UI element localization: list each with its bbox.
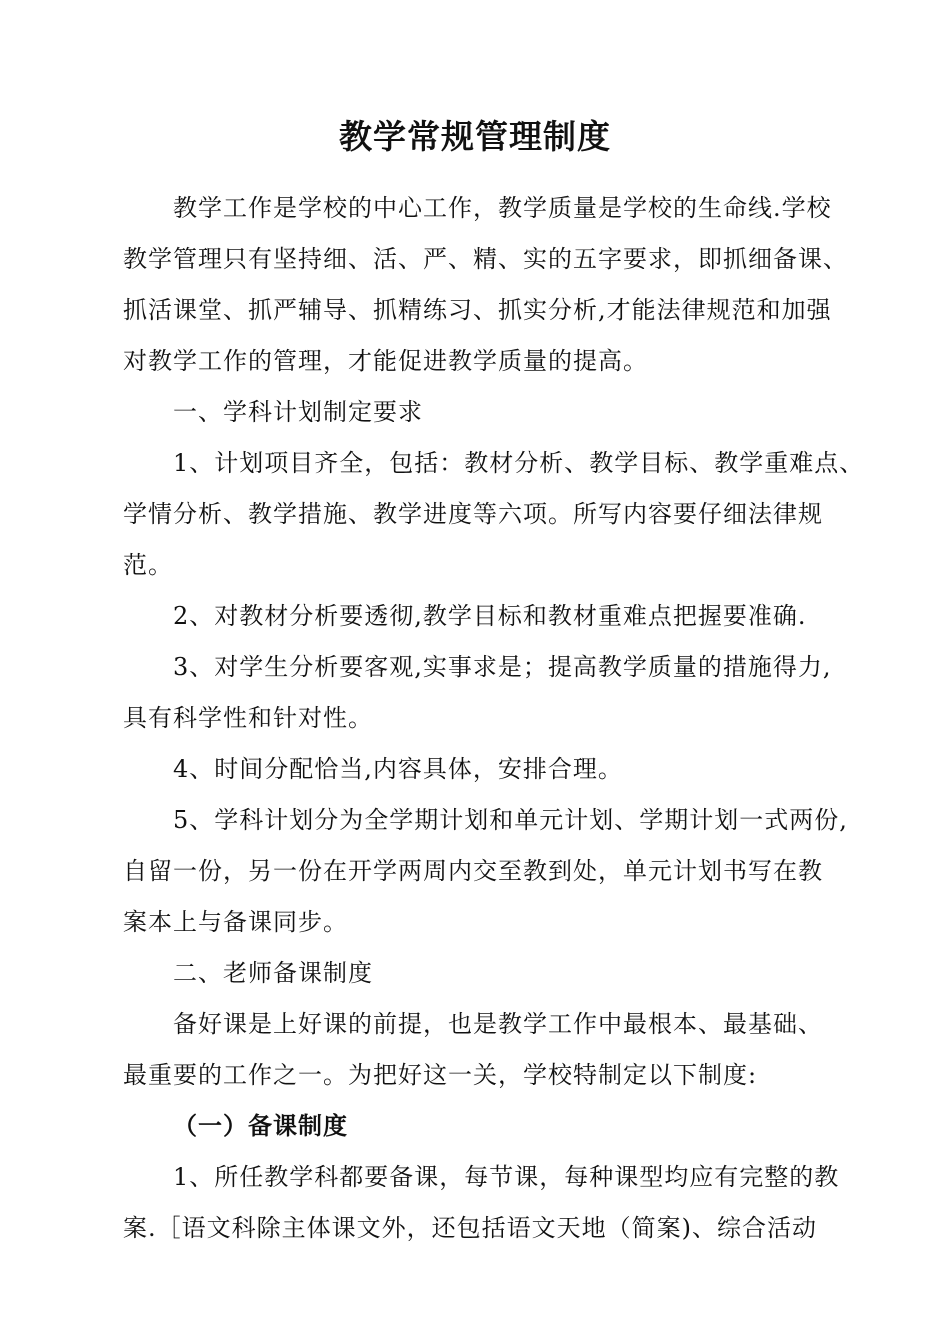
paragraph-line: 对教学工作的管理，才能促进教学质量的提高。 bbox=[123, 347, 648, 375]
paragraph-line: 3、对学生分析要客观,实事求是；提高教学质量的措施得力, bbox=[173, 653, 832, 681]
paragraph-line: 具有科学性和针对性。 bbox=[123, 704, 373, 732]
paragraph-line: 案.［语文科除主体课文外，还包括语文天地（简案)、综合活动 bbox=[123, 1214, 817, 1242]
paragraph-line: 1、所任教学科都要备课，每节课，每种课型均应有完整的教 bbox=[173, 1163, 840, 1191]
section-heading: 一、学科计划制定要求 bbox=[173, 398, 423, 426]
paragraph-line: 教学管理只有坚持细、活、严、精、实的五字要求，即抓细备课、 bbox=[123, 245, 848, 273]
paragraph-line: 最重要的工作之一。为把好这一关，学校特制定以下制度: bbox=[123, 1061, 758, 1089]
subsection-heading: （一）备课制度 bbox=[173, 1112, 348, 1140]
paragraph-line: 学情分析、教学措施、教学进度等六项。所写内容要仔细法律规 bbox=[123, 500, 823, 528]
paragraph-line: 1、计划项目齐全，包括：教材分析、教学目标、教学重难点、 bbox=[173, 449, 865, 477]
paragraph-line: 案本上与备课同步。 bbox=[123, 908, 348, 936]
section-heading: 二、老师备课制度 bbox=[173, 959, 373, 987]
paragraph-line: 抓活课堂、抓严辅导、抓精练习、抓实分析,才能法律规范和加强 bbox=[123, 296, 832, 324]
paragraph-line: 5、学科计划分为全学期计划和单元计划、学期计划一式两份, bbox=[173, 806, 848, 834]
document-title: 教学常规管理制度 bbox=[339, 117, 611, 156]
paragraph-line: 教学工作是学校的中心工作，教学质量是学校的生命线.学校 bbox=[173, 194, 832, 222]
paragraph-line: 4、时间分配恰当,内容具体，安排合理。 bbox=[173, 755, 623, 783]
paragraph-line: 范。 bbox=[123, 551, 173, 579]
paragraph-line: 2、对教材分析要透彻,教学目标和教材重难点把握要准确. bbox=[173, 602, 807, 630]
paragraph-line: 备好课是上好课的前提，也是教学工作中最根本、最基础、 bbox=[173, 1010, 823, 1038]
paragraph-line: 自留一份，另一份在开学两周内交至教到处，单元计划书写在教 bbox=[123, 857, 823, 885]
